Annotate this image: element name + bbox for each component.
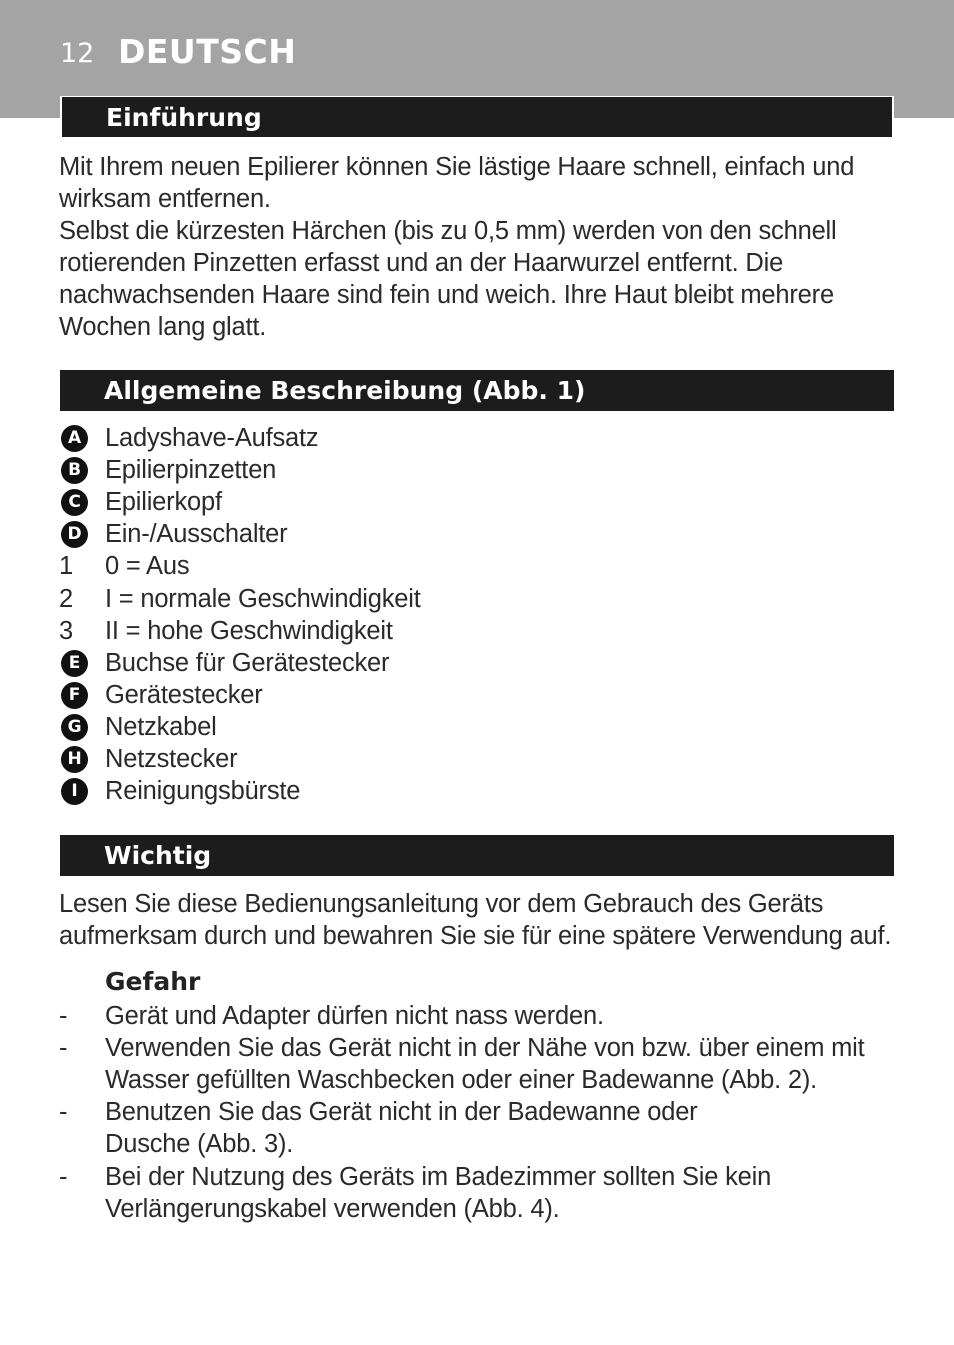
list-item-text: I = normale Geschwindigkeit [105,585,421,613]
list-item [0,486,954,518]
bullet-text: Verwenden Sie das Gerät nicht in der Nähe von bzw. über einem mit Wasser gefüllten Waschbecken oder einer Badewanne (Abb. 2). [105,1034,865,1094]
bullet-dash: - [59,1098,68,1126]
list-item [0,647,954,679]
section-title-important: Wichtig [104,841,212,870]
list-item [0,743,954,775]
list-item-text: Reinigungsbürste [105,777,301,805]
list-item [0,775,954,807]
marker-badge: E [61,650,88,677]
bullet-text: Bei der Nutzung des Geräts im Badezimmer sollten Sie kein Verlängerungskabel verwenden (Abb. 4). [105,1163,772,1223]
section-header-important [60,835,894,876]
list-item-text: Buchse für Gerätestecker [105,649,390,677]
marker-badge: C [61,489,88,516]
marker-number: 3 [59,617,73,645]
intro-paragraph-2: Selbst die kürzesten Härchen (bis zu 0,5 mm) werden von den schnell rotierenden Pinzetten erfasst und an der Haarwurzel entfernt. Die nachwachsenden Haare sind fein und weich. Ihre Haut bleibt mehrere Wochen lang glatt. [59,217,837,341]
marker-number: 1 [59,552,73,580]
marker-badge: F [61,682,88,709]
language-title: DEUTSCH [118,32,297,71]
list-item [0,711,954,743]
list-item-text: Epilierpinzetten [105,456,277,484]
list-item-text: 0 = Aus [105,552,190,580]
marker-badge: G [61,714,88,741]
bullet-dash: - [59,1163,68,1191]
list-item-text: Gerätestecker [105,681,263,709]
list-item [0,679,954,711]
page-number: 12 [60,38,95,69]
list-item-text: Netzkabel [105,713,217,741]
intro-paragraph-1: Mit Ihrem neuen Epilierer können Sie lästige Haare schnell, einfach und wirksam entfernen. [59,153,855,213]
bullet-text: Gerät und Adapter dürfen nicht nass werden. [105,1002,604,1030]
list-item [0,454,954,486]
list-item-text: Ladyshave-Aufsatz [105,424,319,452]
marker-badge: I [61,778,88,805]
list-item [0,583,954,615]
list-item [0,518,954,550]
marker-badge: B [61,457,88,484]
section-header-intro [60,96,894,139]
danger-heading: Gefahr [105,967,201,996]
marker-badge: D [61,521,88,548]
important-paragraph: Lesen Sie diese Bedienungsanleitung vor dem Gebrauch des Geräts aufmerksam durch und bewahren Sie sie für eine spätere Verwendung auf. [59,890,892,950]
section-header-description [60,370,894,411]
list-item-text: II = hohe Geschwindigkeit [105,617,393,645]
bullet-dash: - [59,1002,68,1030]
list-item-text: Epilierkopf [105,488,222,516]
list-item [0,615,954,647]
bullet-text: Benutzen Sie das Gerät nicht in der Badewanne oder Dusche (Abb. 3). [105,1098,698,1158]
marker-badge: H [61,746,88,773]
marker-badge: A [61,425,88,452]
section-title-description: Allgemeine Beschreibung (Abb. 1) [104,376,586,405]
list-item-text: Ein-/Ausschalter [105,520,288,548]
list-item-text: Netzstecker [105,745,238,773]
list-item [0,422,954,454]
section-title-intro: Einführung [106,103,262,132]
marker-number: 2 [59,585,73,613]
bullet-dash: - [59,1034,68,1062]
list-item [0,550,954,582]
